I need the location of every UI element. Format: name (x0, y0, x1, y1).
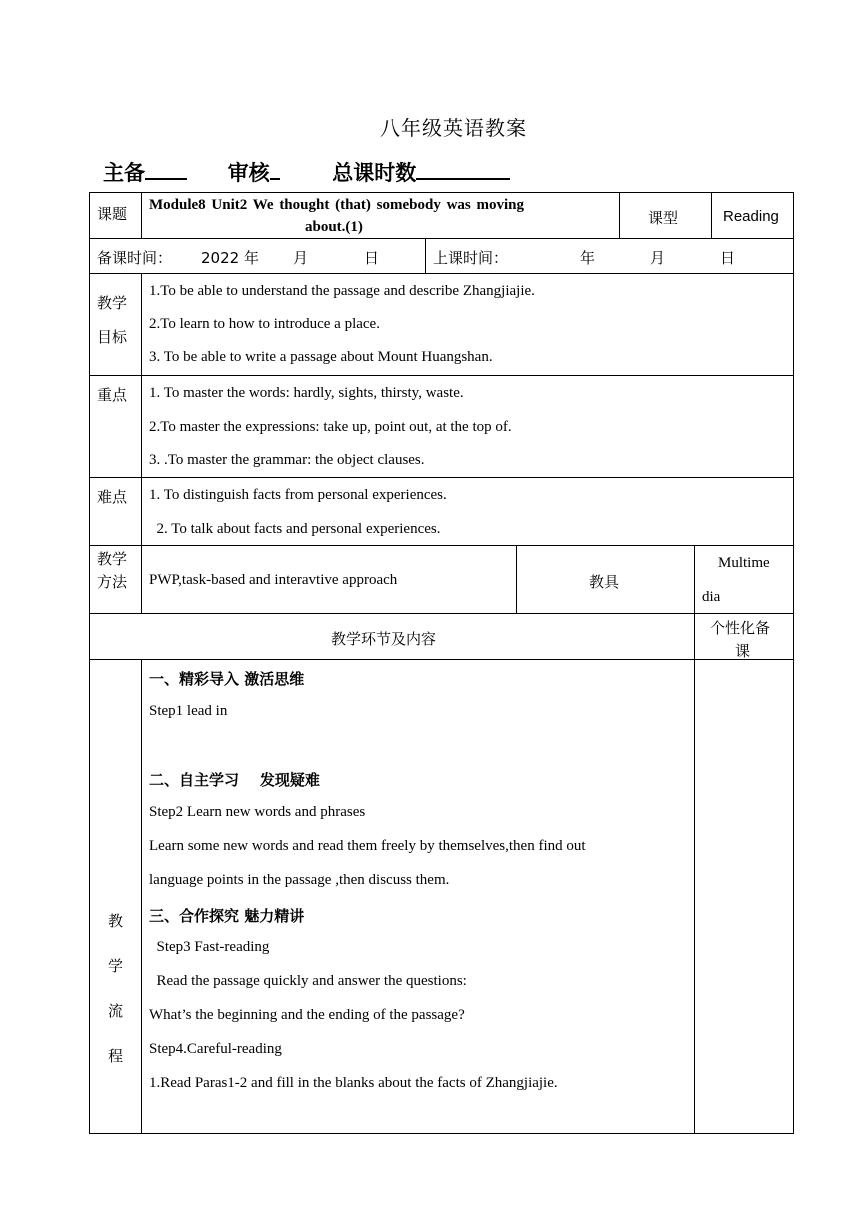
prep-day: 日 (364, 249, 380, 267)
goals-label-2: 目标 (97, 328, 128, 346)
personal-prep-label-2: 课 (735, 642, 751, 660)
process-heading: 三、合作探究 魅力精讲 (149, 907, 305, 925)
method-value: PWP,task-based and interavtive approach (149, 572, 398, 588)
zhubei-label: 主备 (103, 161, 145, 185)
process-heading: 二、自主学习 发现疑难 (149, 771, 320, 789)
class-month: 月 (650, 249, 666, 267)
personal-prep-label-1: 个性化备 (710, 619, 771, 637)
document-title: 八年级英语教案 (380, 116, 527, 140)
meta-line (103, 156, 510, 187)
topic-line-2: about.(1) (305, 219, 363, 235)
process-line: 1.Read Paras1-2 and fill in the blanks about the facts of Zhangjiajie. (149, 1075, 558, 1091)
zhubei-blank (145, 156, 187, 180)
type-label: 课型 (648, 209, 679, 227)
process-line: Step2 Learn new words and phrases (149, 804, 366, 820)
process-line: What’s the beginning and the ending of the passage? (149, 1007, 465, 1023)
prep-time-label: 备课时间： (97, 249, 173, 267)
shenhe-blank (270, 156, 280, 180)
process-line: Learn some new words and read them freely by themselves,then find out (149, 838, 586, 854)
class-time-label: 上课时间： (433, 249, 509, 267)
key-item: 3. .To master the grammar: the object clauses. (149, 452, 425, 468)
goal-item: 3. To be able to write a passage about Mount Huangshan. (149, 349, 493, 365)
type-value: Reading (723, 208, 779, 225)
prep-year: 2022 年 (201, 249, 259, 267)
method-label-1: 教学 (97, 550, 128, 568)
process-line: Read the passage quickly and answer the questions: (149, 973, 467, 989)
difficult-item: 1. To distinguish facts from personal experiences. (149, 487, 447, 503)
zongkeshi-label: 总课时数 (332, 161, 417, 185)
class-year: 年 (580, 249, 596, 267)
tools-label: 教具 (589, 573, 620, 591)
goal-item: 1.To be able to understand the passage and describe Zhangjiajie. (149, 283, 535, 299)
tools-value-1: Multime (718, 555, 770, 571)
process-label-char: 程 (108, 1047, 124, 1065)
class-day: 日 (720, 249, 736, 267)
prep-month: 月 (293, 249, 309, 267)
key-item: 1. To master the words: hardly, sights, thirsty, waste. (149, 385, 464, 401)
process-line: Step1 lead in (149, 703, 228, 719)
process-line: language points in the passage ,then discuss them. (149, 872, 450, 888)
key-label: 重点 (97, 386, 128, 404)
tools-value-2: dia (702, 589, 721, 605)
process-line: Step4.Careful-reading (149, 1041, 282, 1057)
goals-label-1: 教学 (97, 294, 128, 312)
process-label-char: 教 (108, 912, 124, 930)
zongkeshi-blank (416, 156, 510, 180)
shenhe-label: 审核 (227, 161, 270, 185)
process-heading: 一、精彩导入 激活思维 (149, 670, 305, 688)
topic-line-1: Module8 Unit2 We thought (that) somebody was moving (149, 197, 525, 213)
difficult-label: 难点 (97, 488, 128, 506)
goal-item: 2.To learn to how to introduce a place. (149, 316, 380, 332)
topic-label: 课题 (97, 205, 128, 223)
difficult-item: 2. To talk about facts and personal experiences. (149, 521, 441, 537)
section-label: 教学环节及内容 (331, 630, 437, 648)
process-label-char: 学 (108, 957, 124, 975)
key-item: 2.To master the expressions: take up, point out, at the top of. (149, 419, 512, 435)
method-label-2: 方法 (97, 573, 128, 591)
process-label-char: 流 (108, 1002, 124, 1020)
process-line: Step3 Fast-reading (149, 939, 270, 955)
